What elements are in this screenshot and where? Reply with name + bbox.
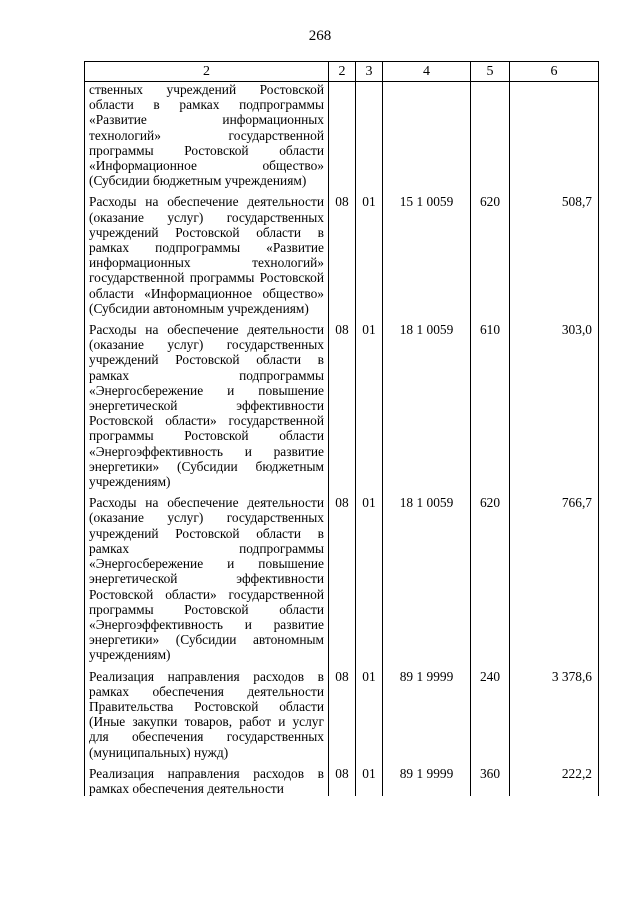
table-row	[85, 663, 599, 760]
row-target: 18 1 0059	[383, 316, 471, 489]
row-expense-type	[471, 82, 510, 189]
row-name: Реализация направления расходов в рамках обеспечения деятельности	[85, 760, 329, 796]
row-subsection: 01	[356, 316, 383, 489]
header-target: 4	[383, 62, 471, 82]
row-target: 15 1 0059	[383, 188, 471, 316]
row-expense-type: 360	[471, 760, 510, 796]
row-section	[329, 82, 356, 189]
row-name: Расходы на обеспечение деятельности (оказание услуг) государственных учреждений Ростовской области в рамках подпрограммы «Развитие информационных технологий» государственной программы Ростовской области «Информационное общество» (Субсидии автономным учреждениям)	[85, 188, 329, 316]
row-section: 08	[329, 663, 356, 760]
row-subsection: 01	[356, 663, 383, 760]
row-subsection: 01	[356, 760, 383, 796]
header-subsection: 3	[356, 62, 383, 82]
table-row	[85, 188, 599, 316]
table-row	[85, 316, 599, 489]
row-section: 08	[329, 760, 356, 796]
row-section: 08	[329, 489, 356, 662]
table-header-row	[85, 62, 599, 82]
row-section: 08	[329, 188, 356, 316]
table-row	[85, 82, 599, 189]
table-row	[85, 760, 599, 796]
table-row	[85, 489, 599, 662]
row-name: Расходы на обеспечение деятельности (оказание услуг) государственных учреждений Ростовской области в рамках подпрограммы «Энергосбережение и повышение энергетической эффективности Ростовской области» государственной программы Ростовской области «Энергоэффективность и развитие энергетики» (Субсидии автономным учреждениям)	[85, 489, 329, 662]
row-sum: 303,0	[510, 316, 599, 489]
header-section: 2	[329, 62, 356, 82]
row-expense-type: 620	[471, 489, 510, 662]
row-subsection	[356, 82, 383, 189]
row-name: ственных учреждений Ростовской области в рамках подпрограммы «Развитие информационных технологий» государственной программы Ростовской области «Информационное общество» (Субсидии бюджетным учреждениям)	[85, 82, 329, 189]
row-expense-type: 240	[471, 663, 510, 760]
row-sum: 766,7	[510, 489, 599, 662]
header-sum: 6	[510, 62, 599, 82]
budget-table	[84, 61, 599, 796]
row-sum: 3 378,6	[510, 663, 599, 760]
header-expense-type: 5	[471, 62, 510, 82]
row-name: Расходы на обеспечение деятельности (оказание услуг) государственных учреждений Ростовской области в рамках подпрограммы «Энергосбережение и повышение энергетической эффективности Ростовской области» государственной программы Ростовской области «Энергоэффективность и развитие энергетики» (Субсидии бюджетным учреждениям)	[85, 316, 329, 489]
row-expense-type: 610	[471, 316, 510, 489]
row-sum: 222,2	[510, 760, 599, 796]
row-target: 18 1 0059	[383, 489, 471, 662]
row-section: 08	[329, 316, 356, 489]
header-name: 2	[85, 62, 329, 82]
row-subsection: 01	[356, 188, 383, 316]
row-sum: 508,7	[510, 188, 599, 316]
row-target	[383, 82, 471, 189]
page-number: 268	[308, 28, 332, 44]
row-expense-type: 620	[471, 188, 510, 316]
row-target: 89 1 9999	[383, 760, 471, 796]
row-subsection: 01	[356, 489, 383, 662]
row-name: Реализация направления расходов в рамках обеспечения деятельности Правительства Ростовской области (Иные закупки товаров, работ и услуг для обеспечения государственных (муниципальных) нужд)	[85, 663, 329, 760]
row-target: 89 1 9999	[383, 663, 471, 760]
row-sum	[510, 82, 599, 189]
